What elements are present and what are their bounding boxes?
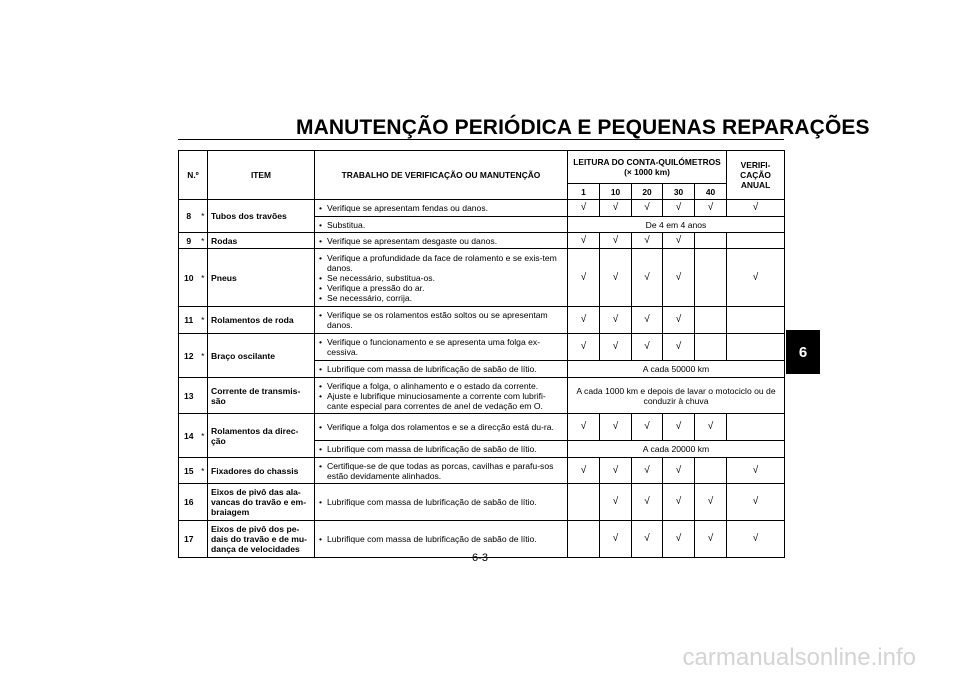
check-mark: √ [600, 233, 632, 249]
row-star: * [199, 233, 208, 249]
check-mark: √ [568, 200, 600, 217]
check-mark: √ [695, 414, 727, 441]
header-work: TRABALHO DE VERIFICAÇÃO OU MANUTENÇÃO [315, 151, 568, 200]
row-star: * [199, 458, 208, 484]
check-mark: √ [632, 414, 663, 441]
check-mark: √ [632, 249, 663, 307]
check-mark: √ [568, 307, 600, 334]
check-mark: √ [600, 334, 632, 361]
page-title: MANUTENÇÃO PERIÓDICA E PEQUENAS REPARAÇÕES [296, 116, 870, 139]
interval-text: A cada 50000 km [568, 361, 785, 378]
check-mark: √ [632, 458, 663, 484]
row-work: • Verifique a folga, o alinhamento e o estado da corrente. [319, 381, 564, 391]
row-item: Tubos dos travões [208, 200, 315, 233]
header-odometer-label: LEITURA DO CONTA-QUILÓMETROS [573, 157, 721, 167]
row-star [199, 378, 208, 414]
title-rule [178, 139, 784, 140]
table-row [179, 307, 785, 334]
row-star: * [199, 334, 208, 378]
header-odometer-unit: (× 1000 km) [624, 167, 670, 177]
table-row [179, 414, 785, 441]
check-cell-empty [695, 458, 727, 484]
row-number: 16 [179, 484, 199, 521]
row-work: • Lubrifique com massa de lubrificação de sabão de lítio. [319, 497, 564, 507]
row-item: Fixadores do chassis [208, 458, 315, 484]
check-mark: √ [695, 200, 727, 217]
check-mark: √ [663, 249, 695, 307]
row-star [199, 484, 208, 521]
row-work: • Se necessário, corrija. [319, 293, 564, 303]
check-mark: √ [663, 200, 695, 217]
row-star: * [199, 200, 208, 233]
row-item: Rodas [208, 233, 315, 249]
table-row [179, 334, 785, 361]
check-cell-empty [727, 307, 785, 334]
row-number: 8 [179, 200, 199, 233]
check-mark: √ [663, 334, 695, 361]
check-mark: √ [600, 200, 632, 217]
row-number: 17 [179, 521, 199, 558]
table-row [179, 200, 785, 217]
check-cell-empty [695, 249, 727, 307]
check-mark: √ [600, 249, 632, 307]
row-star: * [199, 249, 208, 307]
check-cell-empty [695, 233, 727, 249]
page-number: 6-3 [472, 552, 488, 564]
odo-10: 10 [600, 184, 632, 200]
table-row [179, 249, 785, 307]
check-cell-empty [695, 307, 727, 334]
header-annual: VERIFI-CAÇÃO ANUAL [727, 151, 785, 200]
row-work: • Lubrifique com massa de lubrificação de sabão de lítio. [319, 444, 564, 454]
odo-40: 40 [695, 184, 727, 200]
check-mark: √ [695, 521, 727, 558]
check-mark: √ [663, 414, 695, 441]
header-item: ITEM [208, 151, 315, 200]
row-number: 12 [179, 334, 199, 378]
row-star: * [199, 307, 208, 334]
row-work: • Verifique a profundidade da face de rolamento e se exis-tem danos. [319, 253, 564, 273]
odo-20: 20 [632, 184, 663, 200]
row-work: • Verifique a folga dos rolamentos e se a direcção está du-ra. [319, 422, 564, 432]
check-mark: √ [600, 307, 632, 334]
row-item: Eixos de pivô das ala-vancas do travão e em-braiagem [208, 484, 315, 521]
check-mark: √ [600, 458, 632, 484]
check-mark: √ [727, 458, 785, 484]
check-cell-empty [727, 334, 785, 361]
header-no: N.º [179, 151, 208, 200]
row-work: • Lubrifique com massa de lubrificação de sabão de lítio. [319, 534, 564, 544]
row-item: Rolamentos de roda [208, 307, 315, 334]
row-number: 13 [179, 378, 199, 414]
row-work: • Se necessário, substitua-os. [319, 273, 564, 283]
check-mark: √ [600, 521, 632, 558]
check-mark: √ [632, 200, 663, 217]
check-mark: √ [632, 521, 663, 558]
check-mark: √ [568, 249, 600, 307]
check-mark: √ [727, 200, 785, 217]
check-mark: √ [600, 484, 632, 521]
check-mark: √ [727, 249, 785, 307]
chapter-tab: 6 [786, 330, 820, 374]
check-mark: √ [568, 233, 600, 249]
row-number: 14 [179, 414, 199, 458]
row-item: Braço oscilante [208, 334, 315, 378]
row-number: 11 [179, 307, 199, 334]
check-mark: √ [663, 233, 695, 249]
row-star: * [199, 414, 208, 458]
check-cell-empty [727, 233, 785, 249]
row-work: • Verifique se os rolamentos estão soltos ou se apresentam danos. [319, 310, 564, 330]
check-mark: √ [568, 458, 600, 484]
check-mark: √ [600, 414, 632, 441]
row-work: • Verifique o funcionamento e se apresenta uma folga ex-cessiva. [319, 337, 564, 357]
check-mark: √ [632, 334, 663, 361]
check-mark: √ [632, 307, 663, 334]
maintenance-table [178, 150, 785, 558]
row-work: • Certifique-se de que todas as porcas, cavilhas e parafu-sos estão devidamente alinhados. [319, 461, 564, 481]
row-number: 9 [179, 233, 199, 249]
row-work: • Verifique a pressão do ar. [319, 283, 564, 293]
row-item: Rolamentos da direc-ção [208, 414, 315, 458]
check-mark: √ [632, 233, 663, 249]
check-mark: √ [632, 484, 663, 521]
interval-text: De 4 em 4 anos [568, 217, 785, 233]
check-mark: √ [695, 484, 727, 521]
odo-1: 1 [568, 184, 600, 200]
row-number: 15 [179, 458, 199, 484]
row-work: • Ajuste e lubrifique minuciosamente a corrente com lubrifi-cante especial para correntes de anel de vedação em O. [319, 391, 564, 411]
table-row [179, 378, 785, 414]
row-work: • Verifique se apresentam desgaste ou danos. [319, 236, 564, 246]
table-row [179, 233, 785, 249]
check-mark: √ [663, 484, 695, 521]
check-mark: √ [663, 521, 695, 558]
check-cell-empty [568, 484, 600, 521]
odo-30: 30 [663, 184, 695, 200]
interval-text: A cada 20000 km [568, 441, 785, 458]
check-mark: √ [727, 484, 785, 521]
check-mark: √ [568, 414, 600, 441]
check-mark: √ [727, 521, 785, 558]
check-mark: √ [663, 307, 695, 334]
row-number: 10 [179, 249, 199, 307]
watermark: carmanualsonline.info [682, 644, 916, 671]
check-cell-empty [727, 414, 785, 441]
table-row [179, 458, 785, 484]
check-mark: √ [663, 458, 695, 484]
header-odometer [568, 151, 727, 184]
check-cell-empty [695, 334, 727, 361]
table-row [179, 484, 785, 521]
row-item: Corrente de transmis-são [208, 378, 315, 414]
row-work: • Lubrifique com massa de lubrificação de sabão de lítio. [319, 364, 564, 374]
row-work: • Substitua. [319, 220, 564, 230]
row-work: • Verifique se apresentam fendas ou danos. [319, 203, 564, 213]
row-item: Pneus [208, 249, 315, 307]
check-mark: √ [568, 334, 600, 361]
row-item: Eixos de pivô dos pe-dais do travão e de mu-dança de velocidades [208, 521, 315, 558]
interval-text: A cada 1000 km e depois de lavar o motociclo ou de conduzir à chuva [568, 378, 785, 414]
